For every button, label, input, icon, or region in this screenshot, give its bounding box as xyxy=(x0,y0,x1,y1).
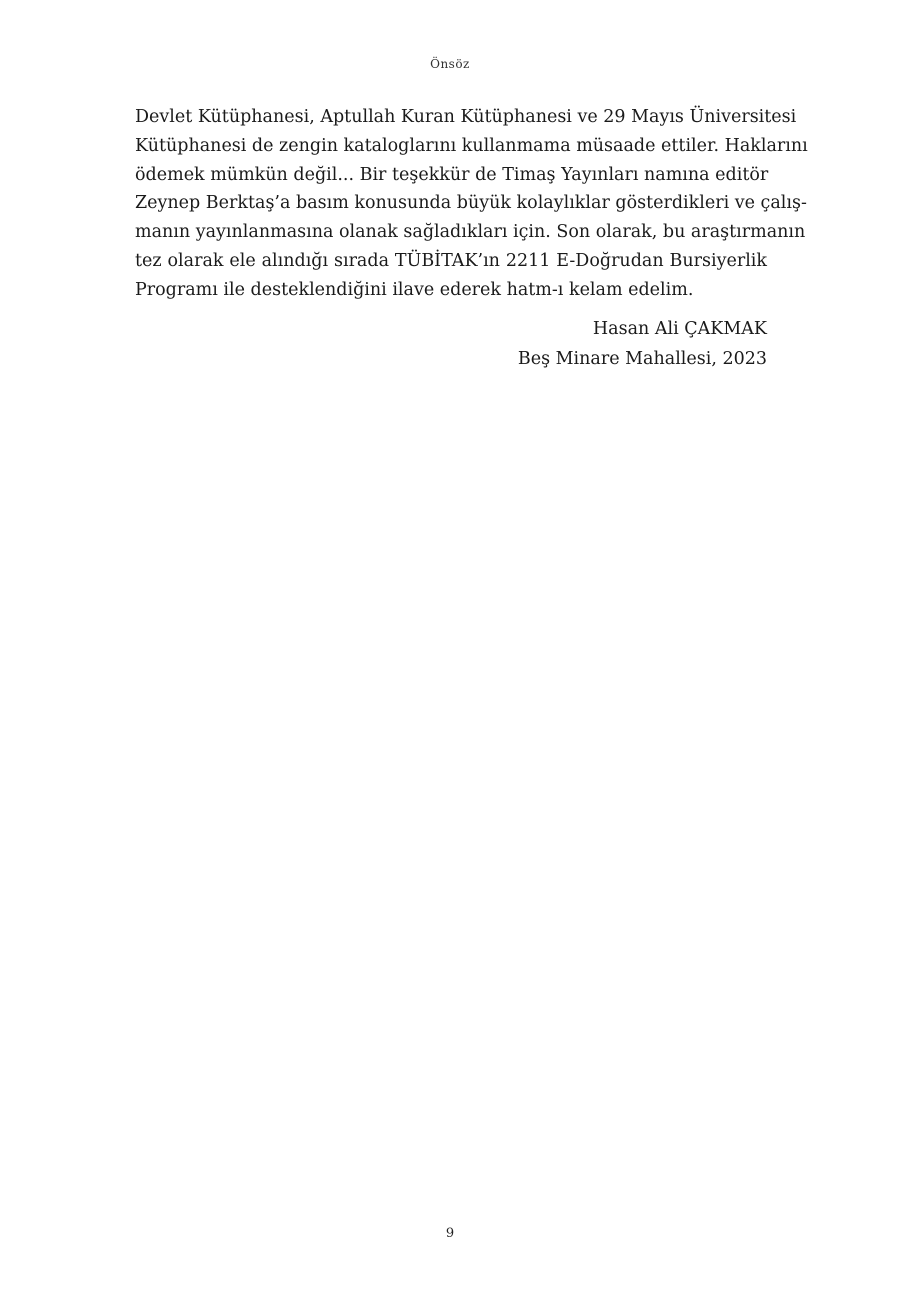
paragraph-line: ödemek mümkün değil... Bir teşekkür de Timaş Yayınları namına editör xyxy=(135,164,769,185)
body-paragraph xyxy=(135,103,808,305)
running-header: Önsöz xyxy=(430,57,470,71)
place-date: Beş Minare Mahallesi, 2023 xyxy=(517,349,767,369)
paragraph-line: Devlet Kütüphanesi, Aptullah Kuran Kütüphanesi ve 29 Mayıs Üniversitesi xyxy=(135,107,797,127)
paragraph-line: Kütüphanesi de zengin kataloglarını kullanmama müsaade ettiler. Haklarını xyxy=(135,135,808,156)
signature-block xyxy=(135,314,767,374)
page-number: 9 xyxy=(445,1226,455,1241)
paragraph-line: Programı ile desteklendiğini ilave ederek hatm-ı kelam edelim. xyxy=(135,279,694,300)
author-name: Hasan Ali ÇAKMAK xyxy=(592,319,767,339)
paragraph-line: tez olarak ele alındığı sırada TÜBİTAK’ın 2211 E-Doğrudan Bursiyerlik xyxy=(135,250,767,271)
paragraph-line: Zeynep Berktaş’a basım konusunda büyük kolaylıklar gösterdikleri ve çalış- xyxy=(135,193,807,214)
paragraph-line: manın yayınlanmasına olanak sağladıkları için. Son olarak, bu araştırmanın xyxy=(135,222,806,243)
